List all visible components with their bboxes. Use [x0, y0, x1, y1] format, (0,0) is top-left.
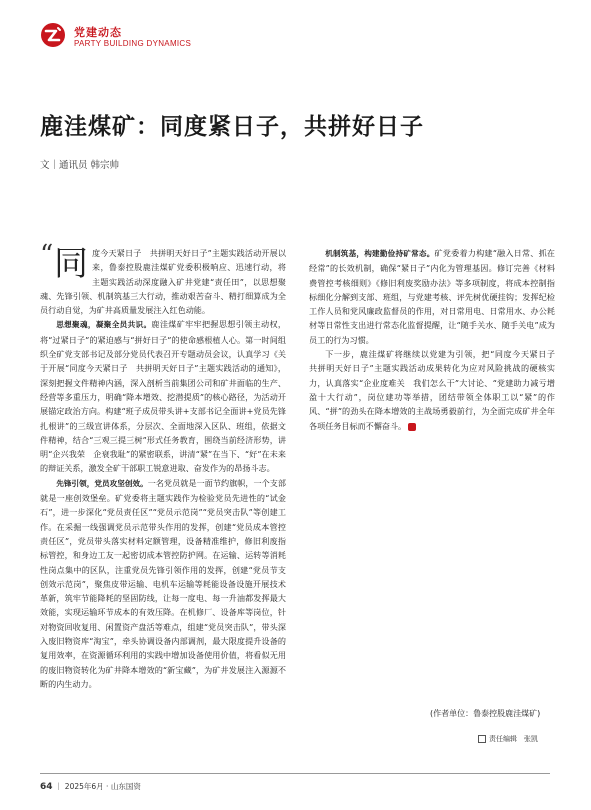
paragraph-4: [309, 246, 555, 347]
editor-name: 责任编辑 张凯: [489, 735, 538, 743]
article-byline: 文｜通讯员 韩宗帅: [40, 160, 120, 171]
paragraph-1-text: 度今天紧日子 共拼明天好日子”主题实践活动开展以来，鲁泰控股鹿洼煤矿党委积极响应、迅速行动，将主题实践活动深度融入矿井党建“责任田”，以思想聚魂、先锋引领、机制筑基三大行动，推动艰苦奋斗、精打细算成为全员行动自觉，为矿井高质量发展注入红色动能。: [40, 248, 286, 316]
footer-divider: [40, 773, 550, 774]
article-column-right: [309, 246, 564, 433]
section-header: [40, 22, 550, 56]
paragraph-5: [309, 347, 564, 433]
paragraph-4-lead: 机制筑基，构建勤俭持矿常态。: [325, 249, 435, 258]
drop-cap: 同: [54, 244, 88, 284]
issue-info: ｜ 2025年6月 · 山东国资: [54, 782, 141, 791]
paragraph-3: [40, 476, 286, 691]
paragraph-2: [40, 317, 286, 475]
section-title-cn: 党建动态: [74, 26, 122, 39]
paragraph-3-lead: 先锋引领，党员攻坚创效。: [56, 478, 148, 488]
paragraph-2-lead: 思想聚魂，凝聚全员共识。: [56, 320, 152, 330]
article-column-left: [40, 240, 286, 691]
paragraph-4-text: 矿党委着力构建“融入日常、抓在经常”的长效机制，确保“紧日子”内化为管理基因。修订完善《材料费管控考核细则》《修旧利废奖励办法》等多项制度，将成本控制指标细化分解到支部、班组，与党建考核、评先树优硬挂钩；发挥纪检工作人员和党风廉政监督员的作用，对日常用电、日常用水、办公耗材等日常性支出进行常态化监督提醒，让“随手关水、随手关电”成为员工的行为习惯。: [309, 248, 556, 345]
paragraph-2-text: 鹿洼煤矿牢牢把握思想引领主动权，将“过紧日子”的紧迫感与“拼好日子”的使命感根植人心。第一时间组织全矿党支部书记及部分党员代表召开专题动员会议，认真学习《关于开展“同度今天紧日子 共拼明天好日子”主题实践活动的通知》，深刻把握文件精神内涵，深入剖析当前集团公司和矿井面临的生产、经营等多重压力，明确“降本增效、挖潜提质”的核心路径，为活动开展锚定政治方向。构建“班子成员带头讲+支部书记全面讲+党员先锋扎根讲”的三级宣讲体系，分层次、全面地深入区队、班组，依据文件精神，结合“三观三提三树”形式任务教育，围绕当前经济形势，讲明“企兴我荣 企衰我耻”的紧密联系，讲清“紧”在当下、“好”在未来的辩证关系，激发全矿干部职工锐意进取、奋发作为的昂扬斗志。: [40, 319, 286, 474]
paragraph-5-text: 下一步，鹿洼煤矿将继续以党建为引领，把“同度今天紧日子 共拼明天好日子”主题实践活动成果转化为应对风险挑战的硬核实力，认真落实“企业度难关 我们怎么干”大讨论、“党建助力减亏增盈十大行动”，岗位建功等举措，团结带领全体职工以“紧”的作风、“拼”的劲头在降本增效的主战场勇毅前行，为全面完成矿井全年各项任务目标而不懈奋斗。: [309, 349, 564, 431]
first-paragraph: [40, 240, 286, 317]
page-number: 64: [40, 782, 53, 792]
paragraph-3-text: 一名党员就是一面节约旗帜，一个支部就是一座创效堡垒。矿党委将主题实践作为检验党员先进性的“试金石”，进一步深化“党员责任区”“党员示范岗”“党员突击队”等创建工作。在采掘一线强调党员示范带头作用的发挥，创建“党员成本管控责任区”，党员带头落实材料定额管理，设备精准维护，修旧利废指标管控，和身边工友一起密切成本管控防护网。在运输、运转等消耗性岗点集中的区队，注重党员先锋引领作用的发挥，创建“党员节支创效示范岗”，聚焦皮带运输、电机车运输等耗能设备设施开展技术革新，筑牢节能降耗的坚固防线，让每一度电、每一升油都发挥最大效能，实现运输环节成本的有效压降。在机修厂、设备库等岗位，针对物资回收复用、闲置资产盘活等难点，组建“党员突击队”，带头深入废旧物资库“淘宝”，牵头协调设备内部调剂，最大限度提升设备的复用效率，在资源循环利用的实践中增加设备使用价值，将看似无用的废旧物资转化为矿井降本增效的“新宝藏”，为矿井发展注入源源不断的内生动力。: [40, 477, 286, 689]
author-affiliation: (作者单位：鲁泰控股鹿洼煤矿): [430, 709, 541, 718]
editor-box-icon: [478, 735, 486, 743]
page-footer: [40, 781, 141, 792]
editor-credit: [478, 734, 538, 744]
open-quote-mark: “: [40, 240, 54, 270]
article-title: 鹿洼煤矿：同度紧日子，共拼好日子: [40, 113, 424, 140]
section-title-en: PARTY BUILDING DYNAMICS: [74, 39, 192, 48]
party-logo-icon: [40, 22, 66, 48]
end-mark-icon: [408, 423, 416, 431]
